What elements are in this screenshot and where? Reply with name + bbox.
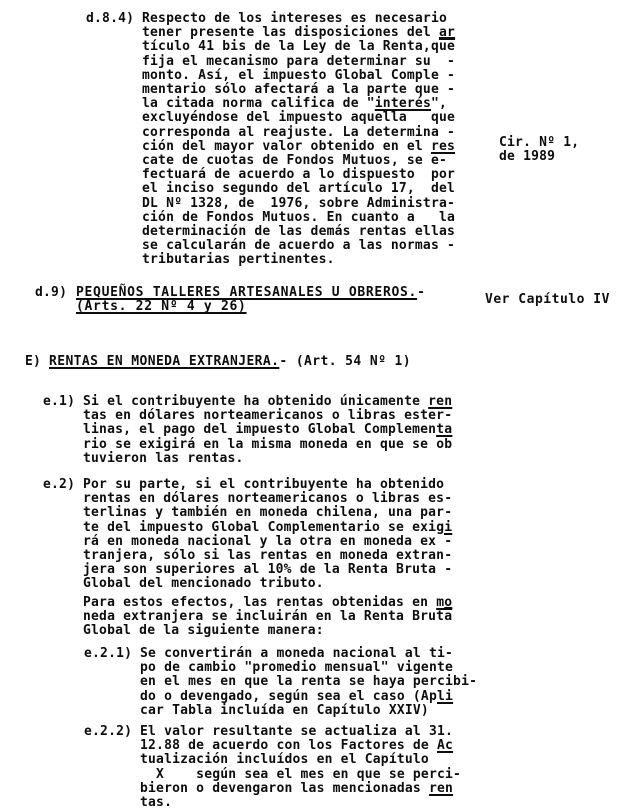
- text-line: el inciso segundo del artículo 17, del: [142, 181, 456, 197]
- text-line: jera son superiores al 10% de la Renta Bruta -: [83, 562, 453, 578]
- text-line: Respecto de los intereses es necesario: [142, 11, 448, 26]
- text-line: rentas en dólares norteamericanos o libras es-: [83, 491, 453, 507]
- text-line: excluyéndose del impuesto aquella que: [142, 110, 456, 126]
- text-line: cate de cuotas de Fondos Mutuos, se e-: [142, 153, 448, 169]
- text-line: la citada norma califica de "interés",: [142, 96, 448, 112]
- text-line: fectuará de acuerdo a lo dispuesto por: [142, 167, 456, 183]
- text-line: PEQUEÑOS TALLERES ARTESANALES U OBREROS.-: [76, 285, 426, 300]
- section-E: [25, 355, 411, 369]
- text-line: te del impuesto Global Complementario se exigi: [83, 519, 453, 535]
- text-line: en el mes en que la renta se haya percibi-: [140, 674, 478, 690]
- paragraph-e22: [140, 725, 461, 810]
- text-line: corresponda al reajuste. La determina -: [142, 124, 456, 140]
- text-line: RENTAS EN MONEDA EXTRANJERA.- (Art. 54 Nº 1): [49, 354, 411, 369]
- text-line: neda extranjera se incluirán en la Renta $Brut\overline{a}$: [83, 608, 453, 624]
- paragraph-e2: [83, 478, 452, 592]
- section-e1: [43, 395, 452, 466]
- text-line: DL Nº 1328, de 1976, sobre Administra-: [142, 195, 456, 211]
- text-line: Si el contribuyente ha obtenido únicamente ren: [83, 394, 453, 409]
- paragraph-e1: [83, 395, 452, 466]
- text-line: terlinas y también en moneda chilena, una par-: [83, 505, 453, 521]
- text-line: rio se exigirá en la misma moneda en que se $\overline{ob}$: [83, 436, 453, 452]
- section-e21: [84, 647, 477, 718]
- text-line: tualización incluídos en el Capítulo: [140, 752, 429, 768]
- side-note-circular: [499, 136, 579, 164]
- text-line: (Arts. 22 Nº 4 y 26): [76, 299, 247, 315]
- item-label-e22: e.2.2): [84, 724, 133, 739]
- text-line: tuvieron las rentas.: [83, 450, 244, 466]
- item-label-e2: e.2): [43, 477, 76, 492]
- text-line: El valor resultante se actualiza al 31.: [140, 724, 454, 739]
- section-d84: [86, 12, 472, 268]
- text-line: de 1989: [499, 149, 556, 165]
- text-line: Por su parte, si el contribuyente ha obtenido: [83, 477, 445, 492]
- item-label-d9: d.9): [35, 285, 68, 300]
- text-line: fija el mecanismo para determinar su -: [142, 53, 456, 69]
- side-note-chapter: [485, 293, 610, 307]
- text-line: tranjera, sólo si las rentas en moneda extran-: [83, 548, 453, 564]
- text-line: mentario sólo afectará a la parte que -: [142, 82, 456, 98]
- text-line: X según sea el mes en que se perci-: [140, 766, 462, 782]
- text-line: 12.88 de acuerdo con los Factores de Ac: [140, 738, 454, 754]
- text-line: car Tabla incluída en Capítulo XXIV): [140, 702, 429, 718]
- section-d9: [35, 286, 426, 314]
- section-e2: [43, 478, 452, 638]
- text-line: Se convertirán a moneda nacional al ti-: [140, 646, 454, 661]
- item-label-E: E): [25, 354, 42, 369]
- text-line: rá en moneda nacional y la otra en moneda ex -: [83, 533, 453, 549]
- text-line: ción del mayor valor obtenido en el res: [142, 138, 456, 154]
- item-label-d84: d.8.4): [86, 11, 135, 26]
- text-line: tas en dólares norteamericanos o libras ester-: [83, 408, 453, 424]
- text-line: tículo 41 bis de la Ley de la $Renta,q\overline{ue}$: [142, 39, 456, 55]
- text-line: bieron o devengaron las mencionadas ren: [140, 780, 454, 796]
- text-line: determinación de las demás rentas ellas: [142, 224, 456, 240]
- heading-d9: [76, 286, 426, 314]
- text-line: Global de la siguiente manera:: [83, 623, 324, 639]
- text-line: do o devengado, según sea el caso (Apli: [140, 688, 454, 704]
- text-line: tributarias pertinentes.: [142, 252, 335, 268]
- text-line: ción de Fondos Mutuos. En cuanto a la: [142, 209, 456, 225]
- section-e22: [84, 725, 461, 810]
- text-line: Para estos efectos, las rentas obtenidas en mo: [83, 594, 453, 610]
- paragraph-d84: [142, 12, 472, 268]
- text-line: Global del mencionado tributo.: [83, 576, 324, 592]
- paragraph-e2-continued: [83, 596, 452, 639]
- text-line: Cir. Nº 1,: [499, 135, 580, 150]
- text-line: linas, el pago del impuesto Global Complementa: [83, 422, 453, 438]
- heading-E: [49, 355, 411, 369]
- paragraph-e21: [140, 647, 477, 718]
- side-note-circular-text: [499, 136, 579, 164]
- text-line: tener presente las disposiciones del ar: [142, 25, 456, 41]
- text-line: po de cambio "promedio mensual" vigente: [140, 660, 454, 676]
- text-line: monto. Así, el impuesto Global Comple -: [142, 67, 456, 83]
- text-line: tas.: [140, 795, 173, 811]
- text-line: se calcularán de acuerdo a las normas -: [142, 238, 456, 254]
- item-label-e21: e.2.1): [84, 646, 133, 661]
- item-label-e1: e.1): [43, 394, 76, 409]
- side-note-chapter-text: Ver Capítulo IV: [485, 292, 610, 307]
